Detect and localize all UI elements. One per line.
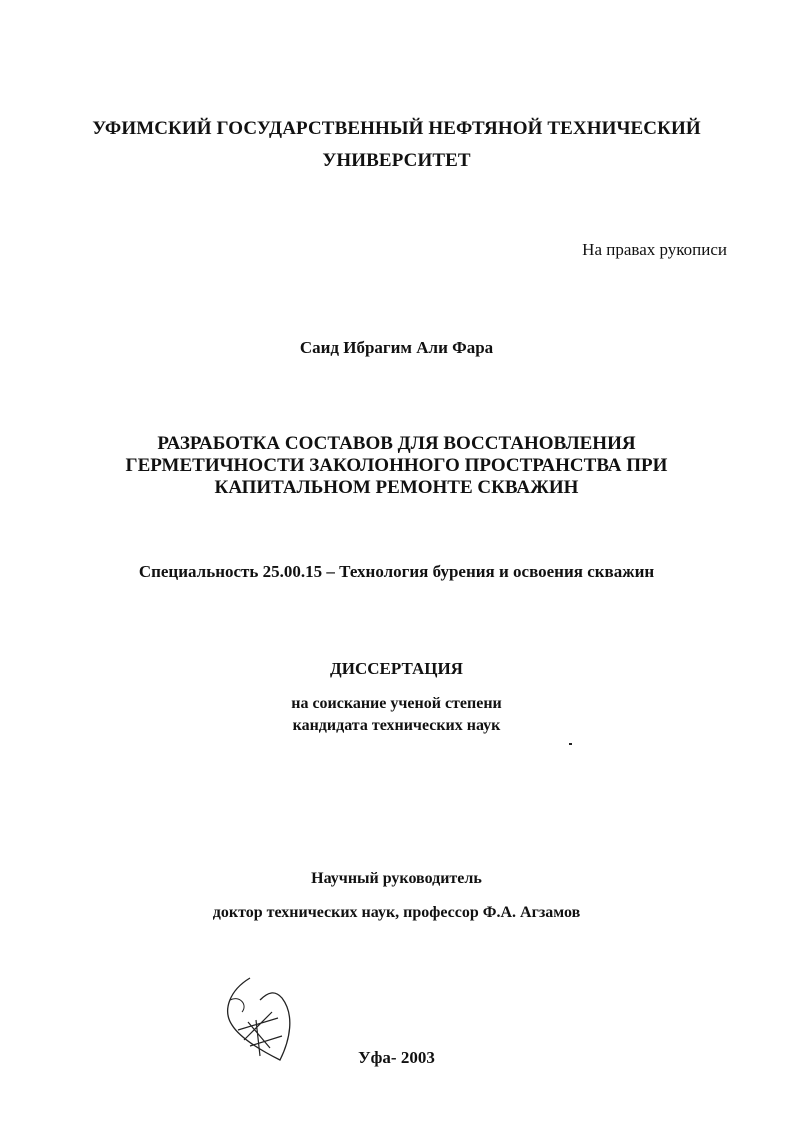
- dissertation-title-line2: ГЕРМЕТИЧНОСТИ ЗАКОЛОННОГО ПРОСТРАНСТВА ПРИ: [125, 455, 668, 476]
- university-name-line2: УНИВЕРСИТЕТ: [322, 150, 471, 171]
- dissertation-title-line3: КАПИТАЛЬНОМ РЕМОНТЕ СКВАЖИН: [214, 477, 579, 498]
- city-year: Уфа- 2003: [358, 1048, 435, 1067]
- specialty-line: Специальность 25.00.15 – Технология бурения и освоения скважин: [138, 562, 655, 581]
- author-name: Саид Ибрагим Али Фара: [299, 338, 494, 357]
- degree-line1: на соискание ученой степени: [291, 695, 502, 712]
- scan-speck: [569, 743, 572, 745]
- supervisor-label: Научный руководитель: [311, 870, 482, 887]
- dissertation-title-line1: РАЗРАБОТКА СОСТАВОВ ДЛЯ ВОССТАНОВЛЕНИЯ: [157, 433, 636, 454]
- degree-line2: кандидата технических наук: [292, 717, 501, 734]
- document-type: ДИССЕРТАЦИЯ: [330, 659, 463, 678]
- supervisor-name: доктор технических наук, профессор Ф.А. Агзамов: [212, 904, 581, 921]
- university-name-line1: УФИМСКИЙ ГОСУДАРСТВЕННЫЙ НЕФТЯНОЙ ТЕХНИЧЕСКИЙ: [92, 118, 701, 139]
- manuscript-rights-note: На правах рукописи: [582, 240, 727, 259]
